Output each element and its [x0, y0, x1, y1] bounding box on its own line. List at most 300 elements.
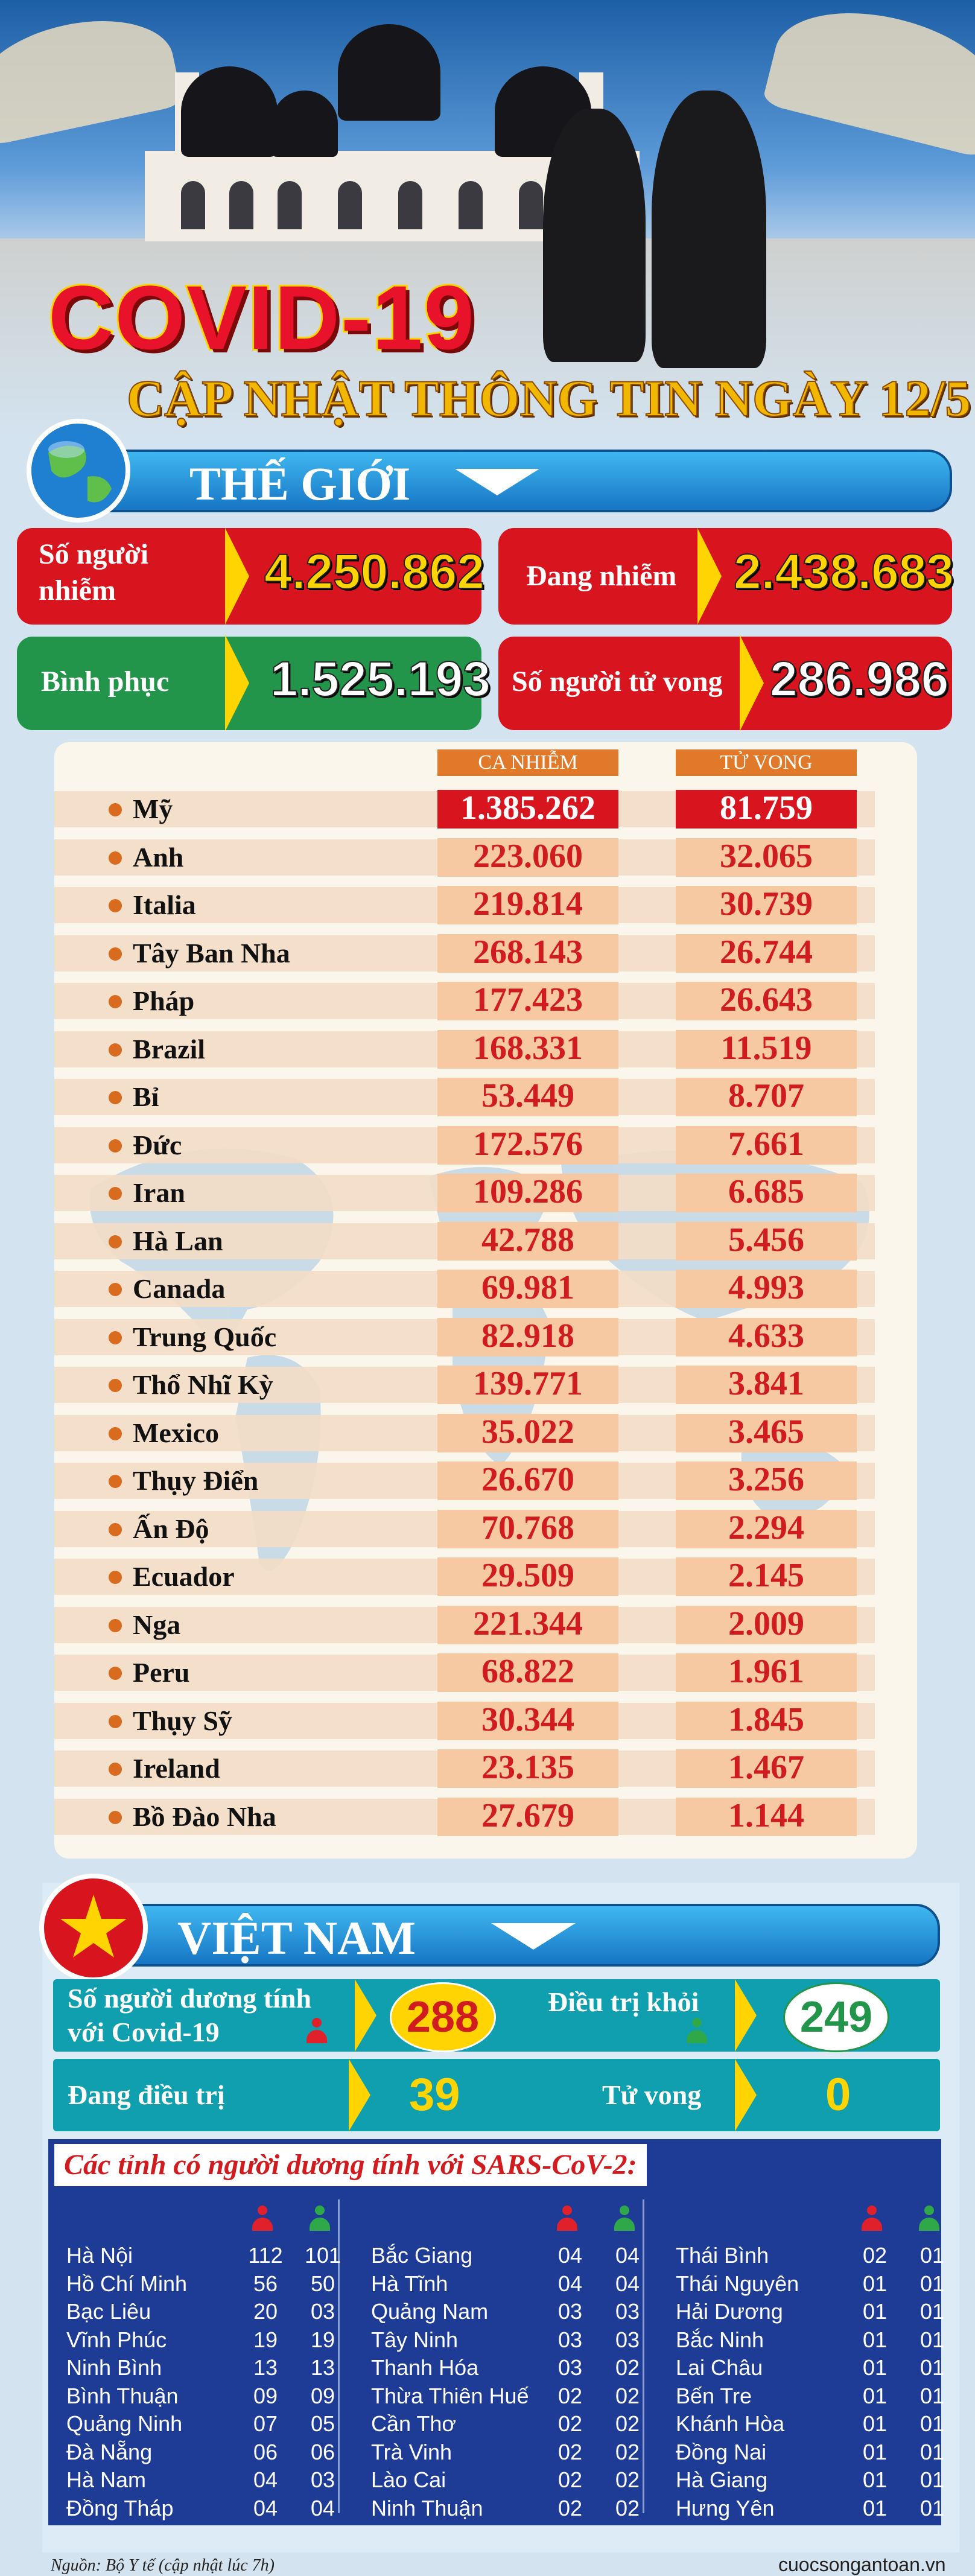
deaths-value: 1.961 [728, 1653, 804, 1690]
vn-treating-value: 39 [409, 2069, 460, 2120]
country-name: Thụy Điển [133, 1465, 259, 1496]
province-positive: 19 [253, 2327, 278, 2352]
country-name: Ấn Độ [133, 1513, 209, 1544]
country-name: Mexico [133, 1417, 220, 1448]
arch [181, 181, 205, 229]
province-row [676, 2325, 953, 2353]
arch [278, 181, 302, 229]
bullet-dot-icon [109, 1379, 122, 1392]
dome-left [181, 66, 278, 157]
province-recovered: 02 [615, 2355, 640, 2380]
province-name: Hải Dương [676, 2299, 783, 2324]
cases-value: 27.679 [481, 1796, 574, 1834]
province-positive: 20 [253, 2299, 278, 2324]
source-note: Nguồn: Bộ Y tế (cập nhật lúc 7h) [51, 2556, 275, 2575]
table-row [54, 1699, 875, 1743]
deaths-value: 30.739 [720, 885, 813, 923]
province-name: Khánh Hòa [676, 2411, 785, 2436]
vn-positive-recovered-box [53, 1979, 940, 2052]
province-name: Bạc Liêu [66, 2299, 151, 2324]
country-name: Thụy Sỹ [133, 1705, 232, 1736]
province-positive: 04 [253, 2495, 278, 2520]
province-recovered: 01 [919, 2299, 945, 2324]
province-recovered: 04 [615, 2271, 640, 2296]
deaths-value: 81.759 [720, 789, 813, 827]
main-title: COVID-19 [48, 267, 475, 368]
vietnam-section-title: VIỆT NAM [177, 1912, 416, 1964]
bullet-dot-icon [109, 1667, 122, 1680]
cases-value: 82.918 [481, 1317, 574, 1355]
province-name: Bình Thuận [66, 2383, 179, 2408]
update-date-title: CẬP NHẬT THÔNG TIN NGÀY 12/5 [127, 369, 971, 427]
country-name: Anh [133, 841, 184, 873]
cases-value: 30.344 [481, 1700, 574, 1738]
province-name: Quảng Nam [371, 2299, 489, 2324]
bullet-dot-icon [109, 899, 122, 912]
cases-value: 139.771 [473, 1365, 583, 1402]
table-row [54, 1124, 875, 1167]
province-row [371, 2297, 649, 2324]
table-row [54, 1171, 875, 1215]
stat-recovered [17, 637, 491, 730]
cases-value: 221.344 [473, 1604, 583, 1643]
arrow-right-icon [735, 1979, 757, 2052]
cases-value: 223.060 [473, 837, 583, 875]
arrow-right-icon [225, 635, 249, 731]
green-person-icon [310, 2206, 330, 2232]
cases-value: 68.822 [481, 1653, 574, 1690]
province-name: Đà Nẵng [66, 2439, 153, 2464]
cases-value: 1.385.262 [460, 789, 595, 827]
country-name: Brazil [133, 1033, 206, 1064]
deaths-value: 1.467 [728, 1749, 804, 1786]
deaths-value: 5.456 [728, 1221, 804, 1259]
province-row [66, 2240, 344, 2268]
province-positive: 01 [862, 2299, 888, 2324]
vn-recovered-value: 249 [783, 1982, 889, 2052]
provinces-title: Các tỉnh có người dương tính với SARS-CoV-2: [54, 2144, 647, 2186]
bullet-dot-icon [109, 1571, 122, 1584]
province-recovered: 01 [919, 2411, 945, 2436]
province-name: Hà Giang [676, 2467, 768, 2492]
province-positive: 01 [862, 2467, 888, 2492]
province-positive: 04 [253, 2467, 278, 2492]
province-recovered: 50 [310, 2271, 335, 2296]
province-row [371, 2465, 649, 2493]
bullet-dot-icon [109, 1091, 122, 1104]
deaths-value: 7.661 [728, 1125, 804, 1163]
province-name: Đồng Nai [676, 2439, 767, 2464]
province-name: Ninh Bình [66, 2355, 162, 2380]
province-positive: 02 [557, 2495, 583, 2520]
green-person-icon [687, 2018, 707, 2044]
bullet-dot-icon [109, 1763, 122, 1776]
province-recovered: 03 [615, 2327, 640, 2352]
province-name: Bắc Giang [371, 2243, 473, 2268]
bullet-dot-icon [109, 1235, 122, 1248]
province-name: Hưng Yên [676, 2495, 775, 2520]
table-row [54, 1363, 875, 1407]
chevron-down-icon [455, 469, 539, 495]
bullet-dot-icon [109, 1187, 122, 1200]
province-row [371, 2353, 649, 2380]
umbrella-canopy-right [762, 0, 975, 159]
vn-treating-deaths-box [53, 2059, 940, 2131]
province-recovered: 02 [615, 2439, 640, 2464]
province-recovered: 02 [615, 2467, 640, 2492]
arch [459, 181, 483, 229]
deaths-value: 3.465 [728, 1413, 804, 1451]
cases-value: 42.788 [481, 1221, 574, 1259]
province-row [676, 2269, 953, 2297]
cases-value: 268.143 [473, 933, 583, 971]
umbrella-canopy-left [0, 5, 183, 147]
stat-value: 4.250.862 [264, 544, 484, 599]
country-name: Ecuador [133, 1561, 235, 1592]
cases-value: 70.768 [481, 1509, 574, 1547]
country-name: Bỉ [133, 1081, 159, 1112]
province-positive: 02 [557, 2439, 583, 2464]
cases-value: 26.670 [481, 1461, 574, 1498]
province-recovered: 13 [310, 2355, 335, 2380]
arch [338, 181, 362, 229]
site-credit: cuocsongantoan.vn [778, 2554, 946, 2575]
bullet-dot-icon [109, 1715, 122, 1728]
table-row [54, 1315, 875, 1359]
country-name: Bồ Đào Nha [133, 1801, 276, 1832]
province-name: Quảng Ninh [66, 2411, 183, 2436]
province-name: Hồ Chí Minh [66, 2271, 188, 2296]
bullet-dot-icon [109, 1427, 122, 1440]
table-row [54, 979, 875, 1023]
arrow-right-icon [349, 2059, 370, 2131]
country-name: Tây Ban Nha [133, 937, 290, 968]
province-name: Cần Thơ [371, 2411, 457, 2436]
province-recovered: 01 [919, 2439, 945, 2464]
deaths-value: 6.685 [728, 1173, 804, 1210]
province-recovered: 04 [615, 2243, 640, 2268]
province-row [676, 2353, 953, 2380]
province-name: Lào Cai [371, 2467, 446, 2492]
table-row [54, 1267, 875, 1311]
bullet-dot-icon [109, 995, 122, 1008]
deaths-value: 8.707 [728, 1077, 804, 1115]
deaths-value: 2.145 [728, 1557, 804, 1594]
deaths-value: 1.845 [728, 1700, 804, 1738]
deaths-value: 4.633 [728, 1317, 804, 1355]
globe-icon [24, 416, 133, 525]
province-recovered: 02 [615, 2411, 640, 2436]
bullet-dot-icon [109, 1475, 122, 1488]
table-row [54, 1028, 875, 1071]
stat-active [498, 528, 952, 625]
province-name: Thái Bình [676, 2243, 769, 2268]
province-name: Trà Vinh [371, 2439, 453, 2464]
country-name: Mỹ [133, 793, 173, 824]
province-positive: 56 [253, 2271, 278, 2296]
province-positive: 04 [557, 2271, 583, 2296]
table-row [54, 1075, 875, 1119]
deaths-value: 4.993 [728, 1269, 804, 1306]
province-positive: 13 [253, 2355, 278, 2380]
cases-value: 69.981 [481, 1269, 574, 1306]
province-recovered: 01 [919, 2243, 945, 2268]
province-positive: 06 [253, 2439, 278, 2464]
country-name: Canada [133, 1273, 226, 1304]
province-name: Vĩnh Phúc [66, 2327, 167, 2352]
stat-value: 286.986 [770, 652, 949, 707]
vn-deaths-label: Tử vong [602, 2079, 702, 2110]
country-name: Pháp [133, 985, 195, 1016]
province-recovered: 03 [310, 2467, 335, 2492]
bullet-dot-icon [109, 851, 122, 865]
world-country-table [54, 742, 917, 1859]
dome-small-left [272, 91, 338, 157]
province-name: Tây Ninh [371, 2327, 459, 2352]
stat-label [39, 536, 148, 609]
green-person-icon [919, 2206, 939, 2232]
province-name: Bến Tre [676, 2383, 752, 2408]
province-recovered: 01 [919, 2355, 945, 2380]
province-row [66, 2493, 344, 2521]
province-positive: 01 [862, 2383, 888, 2408]
bullet-dot-icon [109, 1331, 122, 1344]
table-row [54, 1555, 875, 1598]
country-name: Trung Quốc [133, 1321, 277, 1352]
province-row [676, 2493, 953, 2521]
province-row [66, 2437, 344, 2465]
cases-value: 109.286 [473, 1173, 583, 1210]
table-row [54, 1795, 875, 1839]
provinces-panel [48, 2139, 945, 2525]
province-recovered: 02 [615, 2495, 640, 2520]
bullet-dot-icon [109, 1043, 122, 1057]
arch [519, 181, 543, 229]
deaths-value: 2.009 [728, 1604, 804, 1643]
province-positive: 04 [557, 2243, 583, 2268]
table-row [54, 1747, 875, 1790]
province-row [66, 2409, 344, 2437]
province-row [371, 2269, 649, 2297]
province-recovered: 02 [615, 2383, 640, 2408]
cases-value: 168.331 [473, 1029, 583, 1067]
cases-value: 29.509 [481, 1557, 574, 1594]
stat-value: 1.525.193 [270, 652, 491, 707]
province-positive: 01 [862, 2355, 888, 2380]
arch [398, 181, 422, 229]
province-row [676, 2409, 953, 2437]
province-row [676, 2240, 953, 2268]
province-positive: 03 [557, 2355, 583, 2380]
table-row [54, 932, 875, 975]
province-recovered: 06 [310, 2439, 335, 2464]
province-row [66, 2297, 344, 2324]
province-positive: 02 [557, 2411, 583, 2436]
vn-positive-label [68, 1982, 311, 2049]
bullet-dot-icon [109, 1139, 122, 1153]
cases-value: 177.423 [473, 981, 583, 1019]
vietnam-section-bar [91, 1904, 940, 1967]
table-row [54, 1603, 875, 1647]
province-recovered: 04 [310, 2495, 335, 2520]
arrow-right-icon [225, 528, 249, 625]
province-recovered: 01 [919, 2495, 945, 2520]
country-name: Hà Lan [133, 1225, 223, 1256]
deaths-value: 32.065 [720, 837, 813, 875]
stat-deaths [498, 637, 952, 730]
province-row [66, 2465, 344, 2493]
province-positive: 03 [557, 2327, 583, 2352]
cases-value: 219.814 [473, 885, 583, 923]
province-positive: 01 [862, 2271, 888, 2296]
province-row [371, 2493, 649, 2521]
stat-label-line: Số người [39, 538, 149, 570]
province-name: Bắc Ninh [676, 2327, 764, 2352]
province-row [676, 2381, 953, 2409]
province-row [66, 2325, 344, 2353]
vn-treating-label: Đang điều trị [68, 2079, 225, 2110]
deaths-value: 3.256 [728, 1461, 804, 1498]
province-positive: 01 [862, 2411, 888, 2436]
province-recovered: 01 [919, 2383, 945, 2408]
province-row [66, 2269, 344, 2297]
hazmat-worker-figure [543, 109, 646, 362]
arrow-right-icon [740, 635, 764, 731]
country-name: Đức [133, 1129, 182, 1160]
province-name: Thái Nguyên [676, 2271, 799, 2296]
province-name: Lai Châu [676, 2355, 763, 2380]
stat-label: Số người tử vong [512, 666, 723, 698]
province-name: Đồng Tháp [66, 2495, 174, 2520]
table-row [54, 1220, 875, 1263]
stat-label: Đang nhiễm [526, 560, 677, 592]
vn-label-line: Số người dương tính [68, 1983, 312, 2014]
province-recovered: 09 [310, 2383, 335, 2408]
deaths-value: 2.294 [728, 1509, 804, 1547]
province-recovered: 03 [615, 2299, 640, 2324]
province-row [371, 2409, 649, 2437]
province-name: Hà Tĩnh [371, 2271, 448, 2296]
province-recovered: 03 [310, 2299, 335, 2324]
province-name: Thanh Hóa [371, 2355, 479, 2380]
arrow-right-icon [697, 528, 722, 625]
bullet-dot-icon [109, 1619, 122, 1632]
red-person-icon [252, 2206, 273, 2232]
province-recovered: 05 [310, 2411, 335, 2436]
country-name: Ireland [133, 1753, 220, 1784]
province-recovered: 19 [310, 2327, 335, 2352]
stat-total-infected [17, 528, 484, 625]
province-name: Thừa Thiên Huế [371, 2383, 529, 2408]
bullet-dot-icon [109, 947, 122, 961]
chevron-down-icon [491, 1923, 576, 1950]
deaths-value: 11.519 [720, 1029, 812, 1067]
stat-label: Bình phục [41, 666, 170, 698]
country-name: Nga [133, 1609, 181, 1640]
table-row [54, 787, 875, 831]
table-row [54, 1507, 875, 1551]
vietnam-flag-icon [36, 1871, 151, 1985]
vn-recovered-label: Điều trị khỏi [548, 1986, 699, 2017]
bullet-dot-icon [109, 1811, 122, 1824]
province-positive: 02 [862, 2243, 888, 2268]
bullet-dot-icon [109, 1283, 122, 1296]
country-name: Peru [133, 1657, 190, 1688]
deaths-value: 3.841 [728, 1365, 804, 1402]
province-positive: 01 [862, 2495, 888, 2520]
province-positive: 03 [557, 2299, 583, 2324]
stat-value: 2.438.683 [734, 544, 954, 599]
province-positive: 09 [253, 2383, 278, 2408]
cases-value: 23.135 [481, 1749, 574, 1786]
bullet-dot-icon [109, 803, 122, 816]
province-row [371, 2325, 649, 2353]
world-section-bar [66, 450, 952, 512]
red-person-icon [306, 2018, 327, 2044]
hazmat-worker-figure [652, 91, 766, 368]
province-positive: 112 [248, 2243, 283, 2268]
vn-deaths-value: 0 [825, 2069, 851, 2120]
province-row [371, 2381, 649, 2409]
province-positive: 01 [862, 2439, 888, 2464]
province-recovered: 01 [919, 2271, 945, 2296]
cases-value: 53.449 [481, 1077, 574, 1115]
vn-positive-value: 288 [390, 1982, 496, 2052]
country-name: Iran [133, 1177, 185, 1208]
table-row [54, 1411, 875, 1455]
province-recovered: 101 [305, 2243, 341, 2268]
red-person-icon [557, 2206, 577, 2232]
column-header-deaths: TỬ VONG [676, 749, 857, 776]
arrow-right-icon [735, 2059, 757, 2131]
table-row [54, 1459, 875, 1503]
deaths-value: 26.744 [720, 933, 813, 971]
vn-label-line: với Covid-19 [68, 2017, 220, 2047]
bullet-dot-icon [109, 1523, 122, 1536]
column-header-cases: CA NHIỄM [437, 749, 618, 776]
red-person-icon [862, 2206, 882, 2232]
province-positive: 07 [253, 2411, 278, 2436]
table-row [54, 836, 875, 879]
arch [229, 181, 253, 229]
stat-label-line: nhiễm [39, 574, 116, 606]
province-recovered: 01 [919, 2327, 945, 2352]
province-name: Hà Nội [66, 2243, 133, 2268]
world-section-title: THẾ GIỚI [189, 457, 411, 510]
province-name: Ninh Thuận [371, 2495, 483, 2520]
province-recovered: 01 [919, 2467, 945, 2492]
province-row [371, 2240, 649, 2268]
province-name: Hà Nam [66, 2467, 147, 2492]
province-row [66, 2381, 344, 2409]
province-row [66, 2353, 344, 2380]
green-person-icon [614, 2206, 635, 2232]
country-name: Thổ Nhĩ Kỳ [133, 1369, 273, 1400]
cases-value: 35.022 [481, 1413, 574, 1451]
province-positive: 01 [862, 2327, 888, 2352]
province-row [676, 2297, 953, 2324]
province-positive: 02 [557, 2383, 583, 2408]
cases-value: 172.576 [473, 1125, 583, 1163]
country-name: Italia [133, 889, 196, 920]
province-row [371, 2437, 649, 2465]
arrow-right-icon [355, 1979, 376, 2052]
table-row [54, 883, 875, 927]
province-row [676, 2437, 953, 2465]
province-row [676, 2465, 953, 2493]
province-positive: 02 [557, 2467, 583, 2492]
deaths-value: 26.643 [720, 981, 813, 1019]
